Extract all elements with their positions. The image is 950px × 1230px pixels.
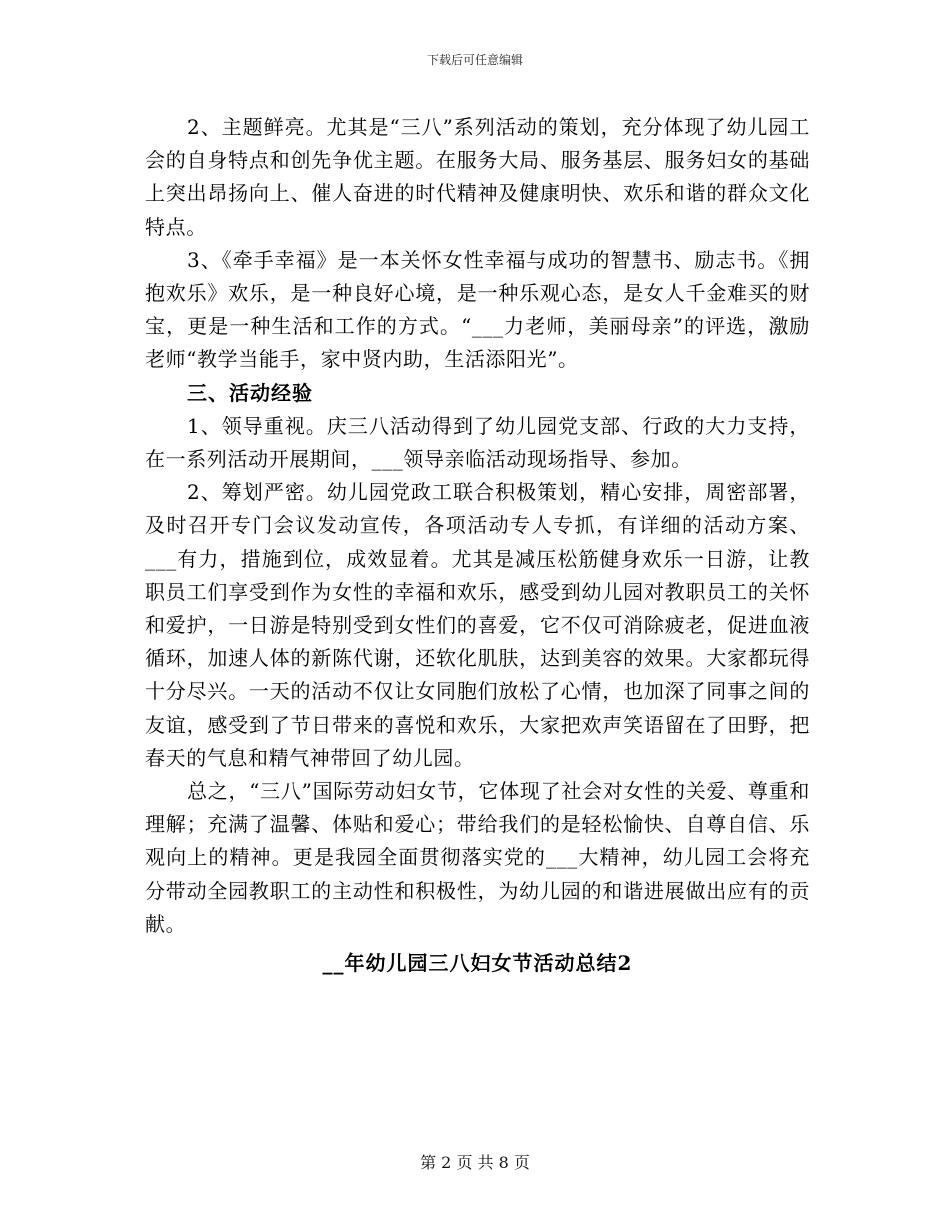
paragraph-books: 3、《牵手幸福》是一本关怀女性幸福与成功的智慧书、励志书。《拥抱欢乐》欢乐，是一种良好心境，是一种乐观心态，是女人千金难买的财宝，更是一种生活和工作的方式。“___力老师，美丽母亲”的评选，激励老师“教学当能手，家中贤内助，生活添阳光”。 [145, 247, 810, 372]
paragraph-leadership: 1、领导重视。庆三八活动得到了幼儿园党支部、行政的大力支持，在一系列活动开展期间，___领导亲临活动现场指导、参加。 [145, 413, 810, 472]
next-document-title: __年幼儿园三八妇女节活动总结2 [322, 951, 633, 976]
paragraph-conclusion: 总之，“三八”国际劳动妇女节，它体现了社会对女性的关爱、尊重和理解；充满了温馨、体贴和爱心；带给我们的是轻松愉快、自尊自信、乐观向上的精神。更是我园全面贯彻落实党的___大精神，幼儿园工会将充分带动全园教职工的主动性和积极性，为幼儿园的和谐进展做出应有的贡献。 [145, 779, 810, 936]
paragraph-planning: 2、筹划严密。幼儿园党政工联合积极策划，精心安排，周密部署，及时召开专门会议发动宣传，各项活动专人专抓，有详细的活动方案、___有力，措施到位，成效显着。尤其是减压松筋健身欢乐一日游，让教职员工们享受到作为女性的幸福和欢乐，感受到幼儿园对教职员工的关怀和爱护，一日游是特别受到女性们的喜爱，它不仅可消除疲老，促进血液循环，加速人体的新陈代谢，还软化肌肤，达到美容的效果。大家都玩得十分尽兴。一天的活动不仅让女同胞们放松了心情，也加深了同事之间的友谊，感受到了节日带来的喜悦和欢乐，大家把欢声笑语留在了田野，把春天的气息和精气神带回了幼儿园。 [145, 480, 810, 770]
section-heading-experience: 三、活动经验 [187, 380, 313, 405]
paragraph-theme: 2、主题鲜亮。尤其是“三八”系列活动的策划，充分体现了幼儿园工会的自身特点和创先争优主题。在服务大局、服务基层、服务妇女的基础上突出昂扬向上、催人奋进的时代精神及健康明快、欢乐和谐的群众文化特点。 [145, 115, 810, 239]
document-body [145, 111, 810, 980]
page-number: 第 2 页 共 8 页 [420, 1153, 530, 1172]
header-note: 下载后可任意编辑 [426, 53, 523, 67]
